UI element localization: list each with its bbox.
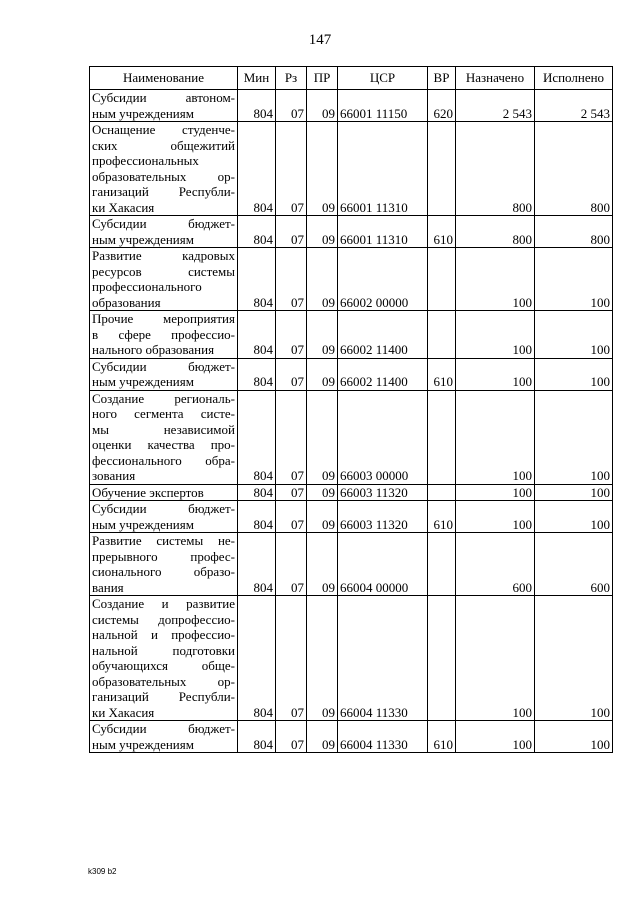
table-row [90,248,613,311]
header-vr: ВР [428,67,456,90]
cell-min: 804 [238,311,276,359]
name-line: нальной и профессио- [92,627,235,642]
cell-name [90,122,238,216]
name-line: мы независимой [92,421,235,437]
cell-assigned: 100 [456,501,535,533]
cell-rz: 07 [276,501,307,533]
cell-name [90,721,238,753]
cell-executed: 800 [535,122,613,216]
cell-min: 804 [238,390,276,484]
cell-executed: 100 [535,596,613,721]
cell-name [90,596,238,721]
cell-pr: 09 [307,248,338,311]
cell-rz: 07 [276,90,307,122]
name-line: Создание региональ- [92,390,235,406]
cell-executed: 100 [535,501,613,533]
budget-table [89,66,613,753]
cell-csr: 66004 00000 [338,533,428,596]
table-header-row [90,67,613,90]
cell-assigned: 100 [456,248,535,311]
name-line: Субсидии бюджет- [92,216,235,231]
cell-pr: 09 [307,216,338,248]
cell-name [90,501,238,533]
cell-assigned: 100 [456,311,535,359]
name-line: Развитие системы не- [92,533,235,548]
cell-min: 804 [238,501,276,533]
cell-min: 804 [238,358,276,390]
cell-min: 804 [238,122,276,216]
footer-code: k309 b2 [88,867,117,876]
name-line: Развитие кадровых [92,248,235,263]
cell-executed: 100 [535,311,613,359]
cell-executed: 2 543 [535,90,613,122]
header-rz: Рз [276,67,307,90]
cell-pr: 09 [307,90,338,122]
cell-vr: 610 [428,501,456,533]
cell-min: 804 [238,596,276,721]
cell-vr: 610 [428,216,456,248]
cell-name [90,484,238,501]
cell-min: 804 [238,216,276,248]
name-line: нальной подготовки [92,642,235,658]
cell-rz: 07 [276,358,307,390]
cell-vr [428,311,456,359]
cell-min: 804 [238,90,276,122]
cell-pr: 09 [307,484,338,501]
cell-csr: 66001 11150 [338,90,428,122]
cell-name [90,533,238,596]
cell-pr: 09 [307,596,338,721]
name-line: Субсидии автоном- [92,90,235,105]
cell-assigned: 100 [456,358,535,390]
name-line: Субсидии бюджет- [92,721,235,736]
table-row [90,721,613,753]
cell-executed: 600 [535,533,613,596]
cell-executed: 100 [535,390,613,484]
cell-name [90,216,238,248]
cell-assigned: 100 [456,484,535,501]
name-line: ным учреждениям [92,231,194,247]
table-row [90,484,613,501]
cell-rz: 07 [276,721,307,753]
cell-assigned: 600 [456,533,535,596]
cell-executed: 100 [535,358,613,390]
name-line: Создание и развитие [92,596,235,611]
header-min: Мин [238,67,276,90]
cell-pr: 09 [307,390,338,484]
name-line: образовательных ор- [92,168,235,184]
header-pr: ПР [307,67,338,90]
cell-csr: 66003 11320 [338,501,428,533]
name-line: Субсидии бюджет- [92,501,235,516]
cell-vr [428,596,456,721]
name-line: Обучение экспертов [92,484,204,500]
header-csr: ЦСР [338,67,428,90]
name-line: в сфере профессио- [92,326,235,342]
name-line: ным учреждениям [92,736,194,752]
cell-assigned: 100 [456,390,535,484]
cell-name [90,248,238,311]
name-line: ки Хакасия [92,199,155,215]
name-line: Оснащение студенче- [92,122,235,137]
name-line: ганизаций Республи- [92,689,235,704]
cell-assigned: 800 [456,122,535,216]
name-line: оценки качества про- [92,437,235,452]
cell-executed: 800 [535,216,613,248]
name-line: Прочие мероприятия [92,311,235,326]
cell-rz: 07 [276,216,307,248]
cell-name [90,358,238,390]
cell-name [90,311,238,359]
cell-executed: 100 [535,484,613,501]
header-executed: Исполнено [535,67,613,90]
name-line: ресурсов системы [92,263,235,279]
cell-vr [428,248,456,311]
cell-vr: 610 [428,721,456,753]
cell-vr: 610 [428,358,456,390]
cell-pr: 09 [307,533,338,596]
name-line: вания [92,579,124,595]
table-row [90,501,613,533]
cell-rz: 07 [276,390,307,484]
cell-min: 804 [238,533,276,596]
cell-executed: 100 [535,248,613,311]
cell-min: 804 [238,248,276,311]
name-line: ного сегмента систе- [92,406,235,421]
cell-vr: 620 [428,90,456,122]
name-line: прерывного профес- [92,548,235,564]
name-line: профессиональных [92,153,199,168]
cell-assigned: 100 [456,596,535,721]
name-line: Субсидии бюджет- [92,358,235,374]
cell-rz: 07 [276,484,307,501]
name-line: ным учреждениям [92,516,194,532]
cell-vr [428,390,456,484]
cell-csr: 66003 11320 [338,484,428,501]
cell-pr: 09 [307,501,338,533]
cell-name [90,390,238,484]
cell-csr: 66004 11330 [338,721,428,753]
cell-assigned: 100 [456,721,535,753]
name-line: образовательных ор- [92,673,235,689]
cell-executed: 100 [535,721,613,753]
cell-csr: 66002 11400 [338,311,428,359]
name-line: нального образования [92,342,215,357]
page-number: 147 [308,32,332,48]
cell-csr: 66001 11310 [338,122,428,216]
cell-csr: 66004 11330 [338,596,428,721]
cell-csr: 66003 00000 [338,390,428,484]
header-assigned: Назначено [456,67,535,90]
table-row [90,90,613,122]
cell-rz: 07 [276,533,307,596]
name-line: образования [92,294,161,310]
cell-csr: 66002 11400 [338,358,428,390]
cell-pr: 09 [307,358,338,390]
table-row [90,311,613,359]
name-line: ным учреждениям [92,105,194,121]
cell-pr: 09 [307,721,338,753]
cell-csr: 66002 00000 [338,248,428,311]
cell-vr [428,533,456,596]
cell-rz: 07 [276,596,307,721]
name-line: ным учреждениям [92,374,194,389]
cell-rz: 07 [276,248,307,311]
name-line: профессионального [92,279,202,294]
cell-pr: 09 [307,311,338,359]
cell-vr [428,484,456,501]
name-line: зования [92,468,136,483]
table-row [90,216,613,248]
name-line: ки Хакасия [92,704,155,720]
table-row [90,533,613,596]
cell-min: 804 [238,484,276,501]
cell-pr: 09 [307,122,338,216]
table-row [90,390,613,484]
name-line: сионального образо- [92,564,235,579]
table-row [90,358,613,390]
table-row [90,122,613,216]
cell-rz: 07 [276,122,307,216]
name-line: ских общежитий [92,137,235,153]
cell-assigned: 2 543 [456,90,535,122]
cell-vr [428,122,456,216]
name-line: ганизаций Республи- [92,184,235,199]
header-name: Наименование [90,67,238,90]
cell-min: 804 [238,721,276,753]
table-row [90,596,613,721]
name-line: обучающихся обще- [92,658,235,673]
cell-rz: 07 [276,311,307,359]
name-line: фессионального обра- [92,452,235,468]
cell-assigned: 800 [456,216,535,248]
cell-csr: 66001 11310 [338,216,428,248]
cell-name [90,90,238,122]
name-line: системы допрофессио- [92,611,235,627]
